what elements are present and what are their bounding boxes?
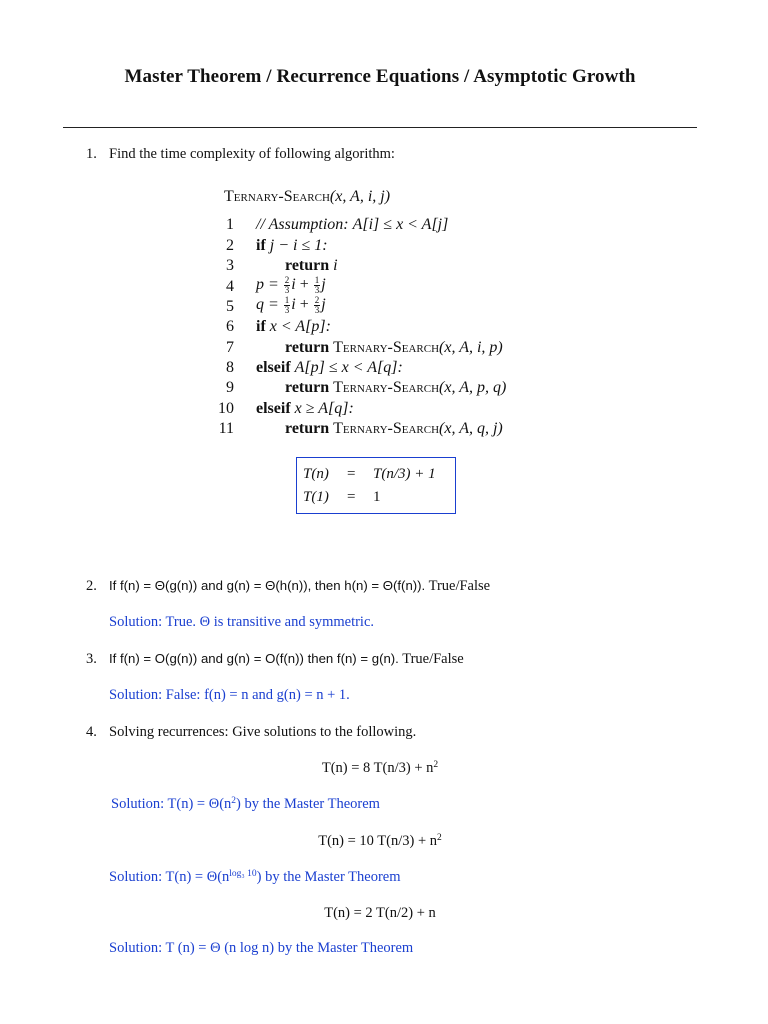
- code-keyword: elseif: [256, 400, 291, 417]
- code-call: Ternary-Search: [333, 339, 440, 356]
- question-2-true-false: True/False: [425, 578, 491, 594]
- question-3-statement: If f(n) = O(g(n)) and g(n) = O(f(n)) then f(n) = g(n).: [109, 651, 399, 666]
- recurrence-3: T(n) = 2 T(n/2) + n: [324, 905, 436, 921]
- code-keyword: if: [256, 318, 266, 335]
- recurrence-1-solution: Solution: $T(n) = \Theta(n^2)$ by the Master Theorem: [111, 796, 380, 812]
- line-number: 10: [218, 400, 234, 417]
- question-2-text: [109, 578, 490, 595]
- line-number: 6: [226, 318, 234, 335]
- ternary-search-pseudocode: [218, 188, 542, 448]
- line-number: 4: [226, 278, 234, 295]
- recurrence-2-solution: Solution: $T(n) = \Theta(n^{log_3 10})$ by the Master Theorem: [109, 869, 401, 885]
- code-expression: j − i ≤ 1:: [269, 237, 328, 254]
- algorithm-name: Ternary-Search: [224, 188, 330, 205]
- question-2-number: 2.: [86, 578, 97, 594]
- code-expression: A[p] ≤ x < A[q]:: [294, 359, 403, 376]
- fraction: $\frac{1}{3}$: [314, 275, 320, 295]
- box-row1-lhs: T(n): [303, 466, 329, 482]
- question-3-number: 3.: [86, 651, 97, 667]
- line-number: 11: [218, 420, 234, 437]
- code-line-5: q = $\frac{1}{3}$ i + $\frac{2}{3}$ j: [256, 295, 326, 315]
- code-line-6: [256, 318, 331, 336]
- question-4-text: Solving recurrences: Give solutions to the following.: [109, 724, 417, 740]
- exponent: 2: [231, 796, 237, 806]
- line-number: 2: [226, 237, 234, 254]
- code-line-9: [285, 379, 506, 397]
- fraction: $\frac{1}{3}$: [284, 295, 290, 315]
- box-row1-eq: =: [347, 466, 356, 482]
- code-keyword: return: [285, 257, 330, 274]
- code-lhs: p =: [256, 276, 279, 294]
- algorithm-params: (x, A, i, j): [329, 188, 391, 205]
- code-lhs: q =: [256, 296, 279, 314]
- box-row2-rhs: 1: [373, 489, 381, 505]
- exponent: log₃ 10: [229, 869, 257, 879]
- code-line-2: [256, 237, 328, 255]
- question-4-number: 4.: [86, 724, 97, 740]
- line-number: 9: [226, 379, 234, 396]
- title-divider: [63, 127, 697, 128]
- line-number: 5: [226, 298, 234, 315]
- code-args: (x, A, q, j): [439, 420, 503, 437]
- line-number: 8: [226, 359, 234, 376]
- recurrence-answer-box: [296, 457, 456, 514]
- code-line-3: [285, 257, 338, 275]
- code-call: Ternary-Search: [333, 379, 440, 396]
- fraction: $\frac{2}{3}$: [284, 275, 290, 295]
- question-1-number: 1.: [86, 146, 97, 162]
- page-title: Master Theorem / Recurrence Equations / Asymptotic Growth: [124, 66, 636, 87]
- line-number: 3: [226, 257, 234, 274]
- line-number: 1: [226, 216, 234, 233]
- code-keyword: elseif: [256, 359, 291, 376]
- question-3-text: [109, 651, 464, 668]
- code-line-7: [285, 339, 503, 357]
- code-keyword: return: [285, 379, 330, 396]
- question-3-solution: Solution: False: f(n) = n and g(n) = n + 1.: [109, 687, 350, 703]
- code-keyword: return: [285, 420, 330, 437]
- code-keyword: if: [256, 237, 266, 254]
- fraction: $\frac{2}{3}$: [314, 295, 320, 315]
- code-expression: A[i] ≤ x < A[j]: [352, 216, 449, 233]
- algorithm-header: [224, 188, 390, 206]
- code-expression: x < A[p]:: [269, 318, 331, 335]
- question-2-statement: If f(n) = Θ(g(n)) and g(n) = Θ(h(n)), then h(n) = Θ(f(n)).: [109, 578, 426, 593]
- box-row2-eq: =: [347, 489, 356, 505]
- exponent: 2: [437, 833, 442, 843]
- box-row2-lhs: T(1): [303, 489, 329, 505]
- code-line-8: [256, 359, 403, 377]
- box-row1-rhs: T(n/3) + 1: [373, 466, 436, 482]
- code-line-11: [285, 420, 503, 438]
- line-number: 7: [226, 339, 234, 356]
- code-args: (x, A, p, q): [439, 379, 507, 396]
- code-call: Ternary-Search: [333, 420, 440, 437]
- code-comment: // Assumption:: [256, 216, 349, 233]
- code-args: (x, A, i, p): [439, 339, 503, 356]
- exponent: 2: [433, 760, 439, 770]
- code-expression: i: [333, 257, 338, 274]
- recurrence-3-solution: Solution: T (n) = Θ (n log n) by the Master Theorem: [109, 940, 414, 956]
- code-line-4: p = $\frac{2}{3}$ i + $\frac{1}{3}$ j: [256, 275, 326, 295]
- code-line-1: [256, 216, 448, 234]
- question-3-true-false: True/False: [398, 651, 464, 667]
- code-expression: x ≥ A[q]:: [294, 400, 354, 417]
- code-keyword: return: [285, 339, 330, 356]
- question-1-text: Find the time complexity of following algorithm:: [109, 146, 395, 162]
- question-2-solution: Solution: True. Θ is transitive and symmetric.: [109, 614, 375, 630]
- recurrence-1: T(n) = 8 $T(n/3) + n^2$: [321, 760, 439, 776]
- code-line-10: [256, 400, 354, 418]
- recurrence-2: T(n) = 10 $T(n/3) + n^2$: [318, 833, 442, 849]
